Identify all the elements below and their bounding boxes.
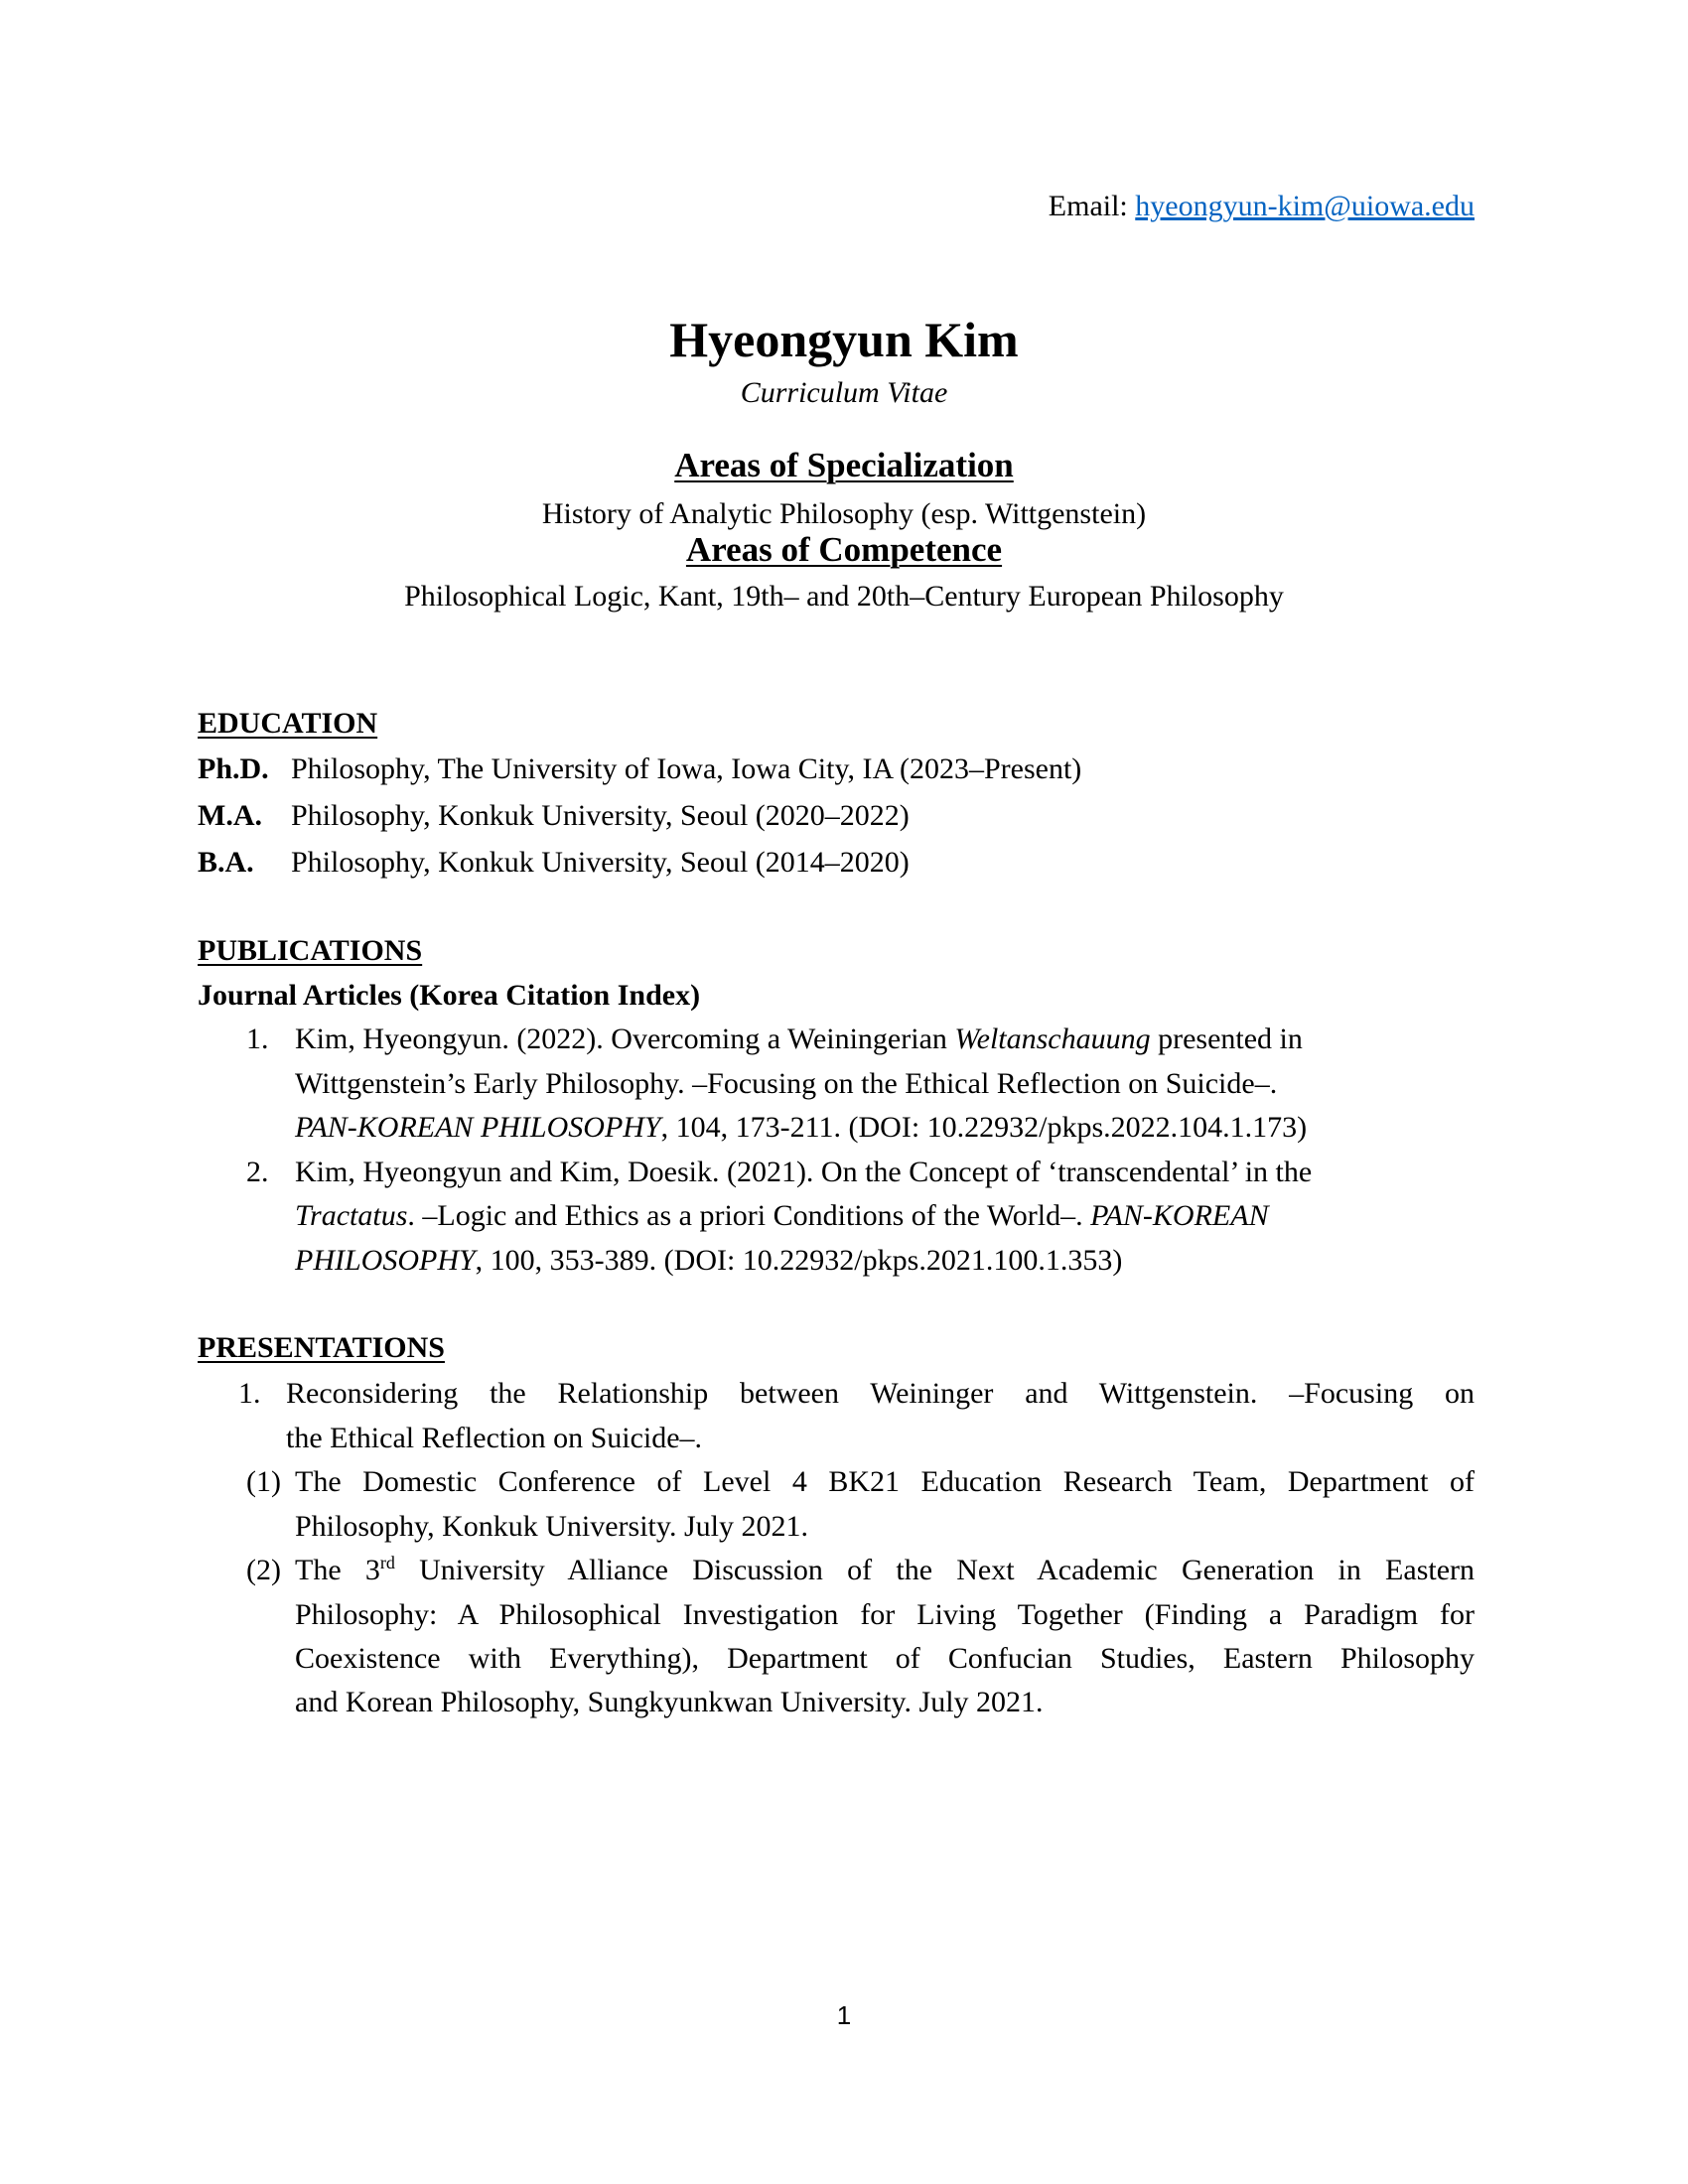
specialization-heading-text: Areas of Specialization bbox=[674, 446, 1014, 484]
page-number: 1 bbox=[836, 2000, 852, 2030]
venue-line: and Korean Philosophy, Sungkyunkwan University. July 2021. bbox=[295, 1686, 1044, 1718]
publication-line bbox=[295, 1018, 1303, 1061]
education-text: Philosophy, Konkuk University, Seoul (2020–2022) bbox=[291, 799, 910, 832]
text: Kim, Hyeongyun. (2022). Overcoming a Weiningerian bbox=[295, 1023, 955, 1055]
journal-name: PAN-KOREAN PHILOSOPHY bbox=[295, 1111, 661, 1144]
publication-number: 1. bbox=[246, 1023, 269, 1055]
venue-line: The Domestic Conference of Level 4 BK21 Education Research Team, Department of bbox=[295, 1465, 1475, 1498]
text: . –Logic and Ethics as a priori Conditions of the World–. bbox=[407, 1199, 1091, 1232]
presentations-heading: PRESENTATIONS bbox=[198, 1331, 445, 1364]
publication-line: Wittgenstein’s Early Philosophy. –Focusing on the Ethical Reflection on Suicide–. bbox=[295, 1067, 1278, 1100]
competence-heading-text: Areas of Competence bbox=[685, 530, 1003, 569]
specialization-text: History of Analytic Philosophy (esp. Wittgenstein) bbox=[541, 497, 1147, 530]
education-item bbox=[198, 794, 910, 838]
education-item bbox=[198, 748, 1081, 791]
publication-line bbox=[295, 1106, 1307, 1150]
degree: M.A. bbox=[198, 799, 262, 832]
specialization-heading bbox=[0, 444, 1688, 487]
education-text: Philosophy, Konkuk University, Seoul (2014–2020) bbox=[291, 846, 910, 879]
text: presented in bbox=[1150, 1023, 1303, 1055]
degree: Ph.D. bbox=[198, 752, 269, 785]
journal-name: PHILOSOPHY bbox=[295, 1244, 476, 1277]
ordinal-suffix: rd bbox=[379, 1553, 395, 1572]
presentation-number: 1. bbox=[238, 1377, 261, 1410]
text: University Alliance Discussion of the Next Academic Generation in Eastern bbox=[394, 1554, 1476, 1586]
venue-line bbox=[295, 1549, 1475, 1592]
venue-line: Coexistence with Everything), Department of Confucian Studies, Eastern Philosophy bbox=[295, 1642, 1475, 1675]
competence-text: Philosophical Logic, Kant, 19th– and 20th–Century European Philosophy bbox=[404, 580, 1284, 613]
publication-line bbox=[295, 1194, 1269, 1238]
degree: B.A. bbox=[198, 846, 254, 879]
text: The 3 bbox=[295, 1554, 380, 1586]
text: , 100, 353-389. (DOI: 10.22932/pkps.2021.100.1.353) bbox=[475, 1244, 1123, 1277]
text: , 104, 173-211. (DOI: 10.22932/pkps.2022.104.1.173) bbox=[660, 1111, 1308, 1144]
venue-line: Philosophy, Konkuk University. July 2021. bbox=[295, 1510, 808, 1543]
email-line bbox=[1049, 185, 1475, 228]
publication-line: Kim, Hyeongyun and Kim, Doesik. (2021). On the Concept of ‘transcendental’ in the bbox=[295, 1156, 1313, 1188]
book-title: Weltanschauung bbox=[954, 1023, 1151, 1055]
page-title: Hyeongyun Kim bbox=[669, 312, 1019, 367]
subtitle: Curriculum Vitae bbox=[740, 376, 948, 409]
education-item bbox=[198, 841, 910, 885]
email-link[interactable]: hyeongyun-kim@uiowa.edu bbox=[1135, 190, 1475, 222]
book-title: Tractatus bbox=[295, 1199, 408, 1232]
email-label: Email: bbox=[1048, 190, 1128, 222]
publication-number: 2. bbox=[246, 1156, 269, 1188]
venue-number: (1) bbox=[246, 1465, 281, 1498]
journal-name: PAN-KOREAN bbox=[1090, 1199, 1269, 1232]
presentation-title-line: Reconsidering the Relationship between Weininger and Wittgenstein. –Focusing on bbox=[286, 1377, 1475, 1410]
venue-line: Philosophy: A Philosophical Investigation for Living Together (Finding a Paradigm for bbox=[295, 1598, 1475, 1631]
competence-heading bbox=[0, 528, 1688, 572]
venue-number: (2) bbox=[246, 1554, 281, 1586]
publications-heading: PUBLICATIONS bbox=[198, 934, 423, 967]
presentation-title-line: the Ethical Reflection on Suicide–. bbox=[286, 1422, 703, 1454]
education-text: Philosophy, The University of Iowa, Iowa City, IA (2023–Present) bbox=[291, 752, 1082, 785]
publications-subheading: Journal Articles (Korea Citation Index) bbox=[198, 979, 701, 1012]
education-heading: EDUCATION bbox=[198, 707, 378, 740]
publication-line bbox=[295, 1239, 1122, 1283]
